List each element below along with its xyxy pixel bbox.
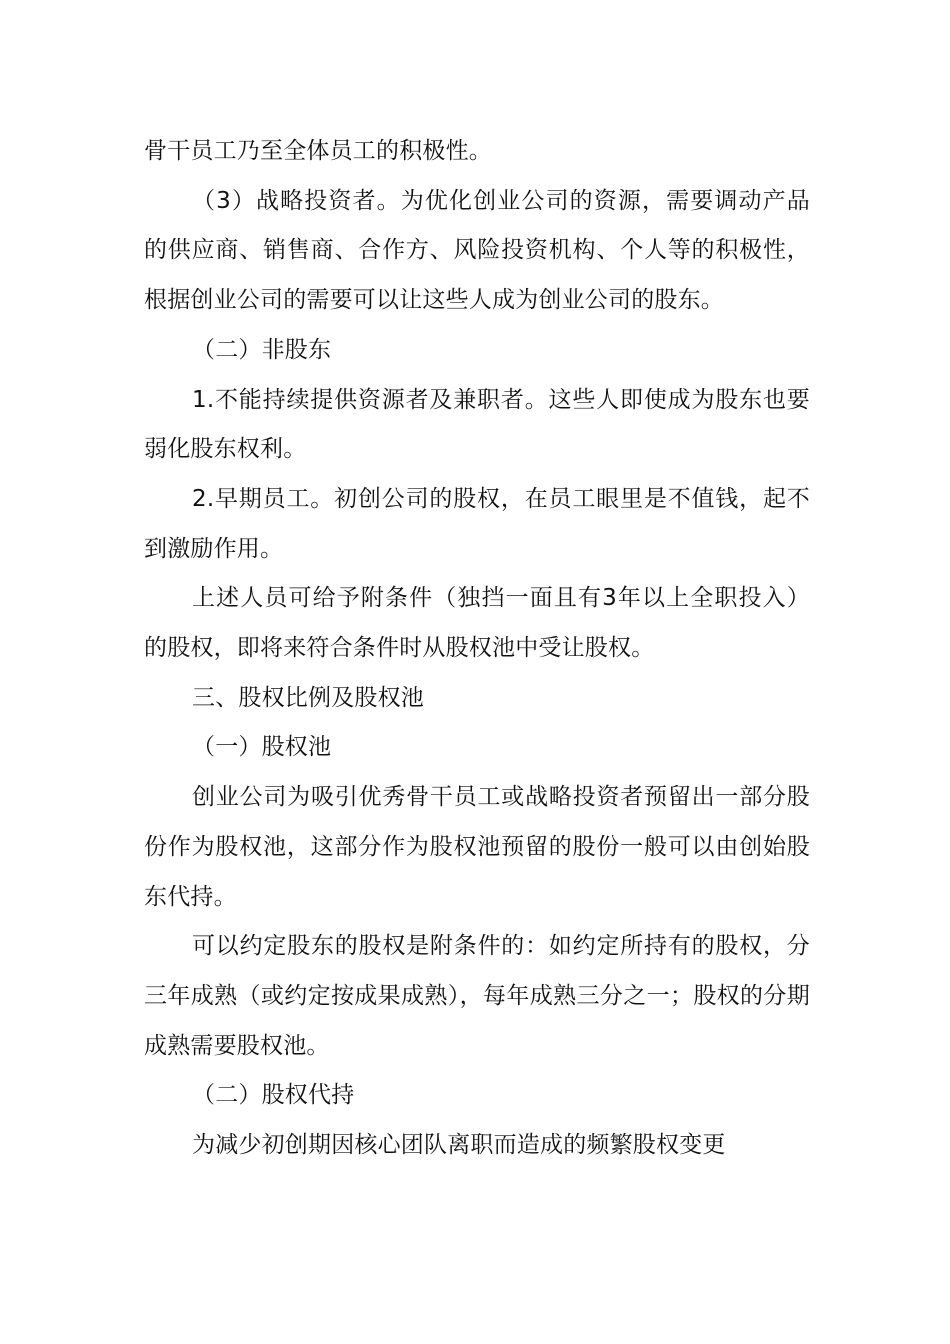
paragraph-nominee-holding: 为减少初创期因核心团队离职而造成的频繁股权变更 <box>192 1132 726 1159</box>
heading-non-shareholders: （二）非股东 <box>192 336 332 363</box>
heading-equity-pool: （一）股权池 <box>192 734 332 761</box>
paragraph-part-time: 1.不能持续提供资源者及兼职者。这些人即使成为股东也要弱化股东权利。 <box>144 386 810 463</box>
paragraph-conditional-equity: 上述人员可给予附条件（独挡一面且有3年以上全职投入）的股权，即将来符合条件时从股权池中受让股权。 <box>144 585 810 662</box>
document-body <box>144 127 810 1171</box>
paragraph-equity-pool: 创业公司为吸引优秀骨干员工或战略投资者预留出一部分股份作为股权池，这部分作为股权池预留的股份一般可以由创始股东代持。 <box>144 784 810 910</box>
heading-equity-nominee: （二）股权代持 <box>192 1082 355 1109</box>
heading-equity-ratio-pool: 三、股权比例及股权池 <box>192 684 424 711</box>
paragraph-early-employees: 2.早期员工。初创公司的股权，在员工眼里是不值钱，起不到激励作用。 <box>144 485 810 562</box>
paragraph-vesting: 可以约定股东的股权是附条件的：如约定所持有的股权，分三年成熟（或约定按成果成熟），每年成熟三分之一；股权的分期成熟需要股权池。 <box>144 933 810 1059</box>
paragraph-strategic-investors: （3）战略投资者。为优化创业公司的资源，需要调动产品的供应商、销售商、合作方、风险投资机构、个人等的积极性，根据创业公司的需要可以让这些人成为创业公司的股东。 <box>144 187 810 314</box>
paragraph-continuation: 骨干员工乃至全体员工的积极性。 <box>144 138 492 164</box>
